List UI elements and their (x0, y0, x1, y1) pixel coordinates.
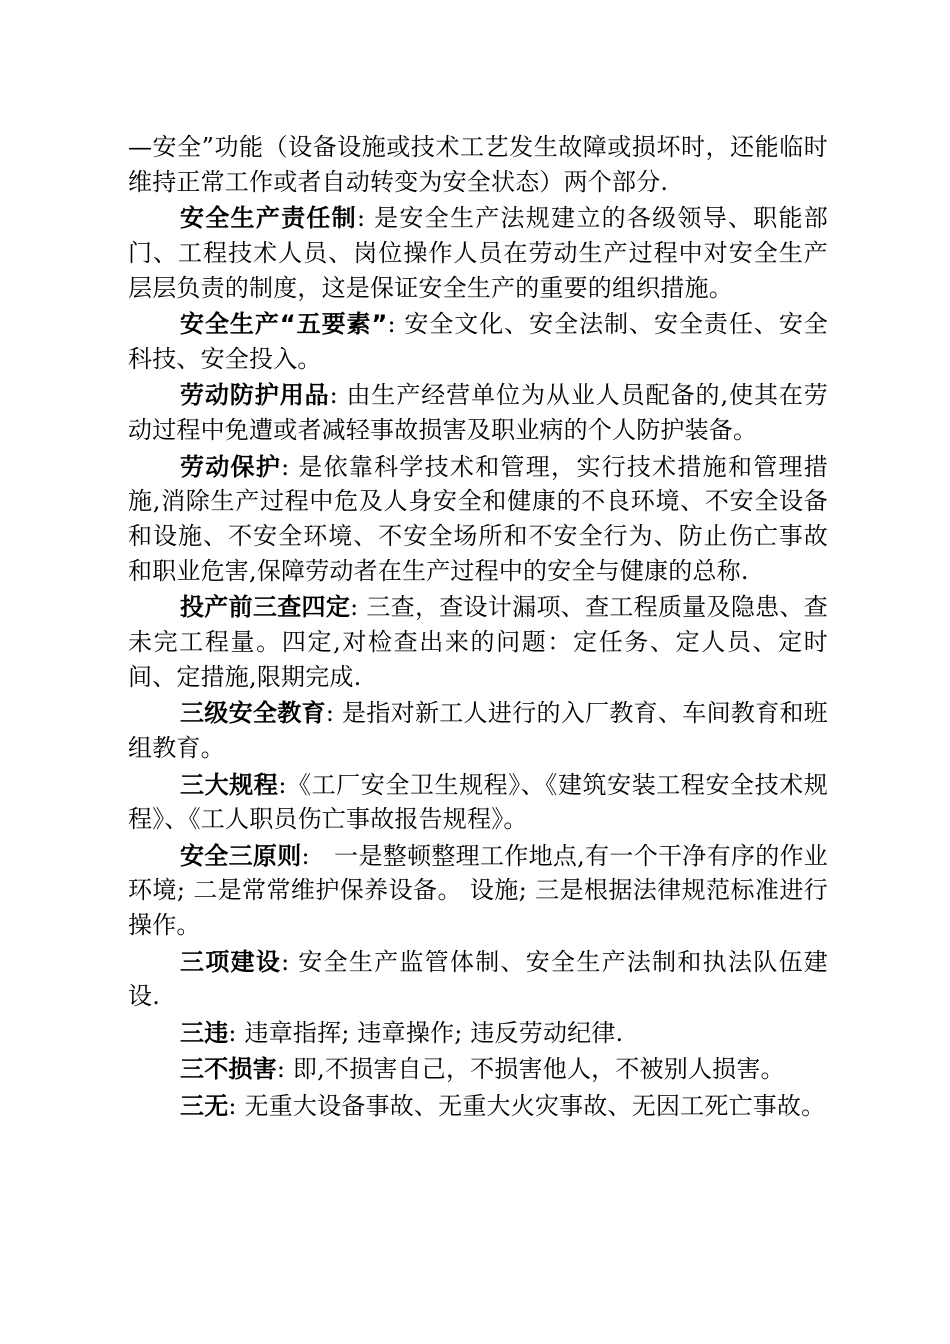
term-heading: 三不损害 (180, 1055, 277, 1084)
term-heading: 三无 (180, 1091, 229, 1120)
term-heading: 三级安全教育 (180, 699, 326, 728)
paragraph-three-regulations (128, 768, 828, 838)
paragraph-body: : 安全文化、安全法制、安全责任、安全科技、安全投入。 (128, 310, 828, 373)
term-heading: 劳动保护 (180, 452, 282, 481)
paragraph-continuation (128, 130, 828, 200)
paragraph-three-principles (128, 839, 828, 943)
paragraph-five-elements (128, 307, 828, 377)
term-heading: 安全生产“五要素” (180, 310, 388, 339)
paragraph-safety-responsibility-system (128, 201, 828, 305)
paragraph-body: : 是依靠科学技术和管理，实行技术措施和管理措施,消除生产过程中危及人身安全和健康的不良环境、不安全设备和设施、不安全环境、不安全场所和不安全行为、防止伤亡事故和职业危害,保障劳动者在生产过程中的安全与健康的总称. (128, 452, 828, 585)
paragraph-body: : 安全生产监管体制、安全生产法制和执法队伍建设. (128, 947, 828, 1011)
paragraph-body: : 是安全生产法规建立的各级领导、职能部门、工程技术人员、岗位操作人员在劳动生产过程中对安全生产层层负责的制度，这是保证安全生产的重要的组织措施。 (128, 204, 829, 302)
paragraph-protective-equipment (128, 378, 828, 448)
paragraph-body: : 一是整顿整理工作地点,有一个干净有序的作业环境; 二是常常维护保养设备。 设施; 三是根据法律规范标准进行操作。 (128, 841, 828, 940)
term-heading: 安全生产责任制 (180, 204, 357, 233)
paragraph-body: —安全”功能（设备设施或技术工艺发生故障或损坏时，还能临时维持正常工作或者自动转变为安全状态）两个部分. (128, 133, 828, 196)
term-heading: 三大规程 (180, 770, 279, 799)
paragraph-body: :《工厂安全卫生规程》、《建筑安装工程安全技术规程》、《工人职员伤亡事故报告规程》。 (128, 770, 828, 834)
paragraph-labor-protection (128, 450, 828, 589)
paragraph-body: : 由生产经营单位为从业人员配备的,使其在劳动过程中免遭或者减轻事故损害及职业病的个人防护装备。 (128, 381, 829, 445)
term-heading: 安全三原则 (180, 841, 302, 870)
term-heading: 劳动防护用品 (180, 381, 330, 410)
paragraph-body: : 违章指挥; 违章操作; 违反劳动纪律. (228, 1018, 624, 1047)
term-heading: 投产前三查四定 (180, 593, 351, 622)
paragraph-three-nones (128, 1089, 828, 1124)
paragraph-three-constructions (128, 945, 828, 1015)
paragraph-body: : 即,不损害自己，不损害他人，不被别人损害。 (276, 1055, 785, 1084)
paragraph-pre-production-checks (128, 590, 828, 694)
paragraph-three-level-education (128, 696, 828, 766)
document-page (128, 130, 828, 1125)
paragraph-three-violations (128, 1016, 828, 1051)
paragraph-body: : 是指对新工人进行的入厂教育、车间教育和班组教育。 (128, 699, 828, 763)
term-heading: 三违 (180, 1018, 229, 1047)
term-heading: 三项建设 (180, 947, 282, 976)
paragraph-three-no-harm (128, 1052, 828, 1087)
paragraph-body: : 无重大设备事故、无重大火灾事故、无因工死亡事故。 (228, 1091, 826, 1120)
paragraph-body: : 三查，查设计漏项、查工程质量及隐患、查未完工程量。四定,对检查出来的问题：定任务、定人员、定时间、定措施,限期完成. (128, 593, 828, 691)
